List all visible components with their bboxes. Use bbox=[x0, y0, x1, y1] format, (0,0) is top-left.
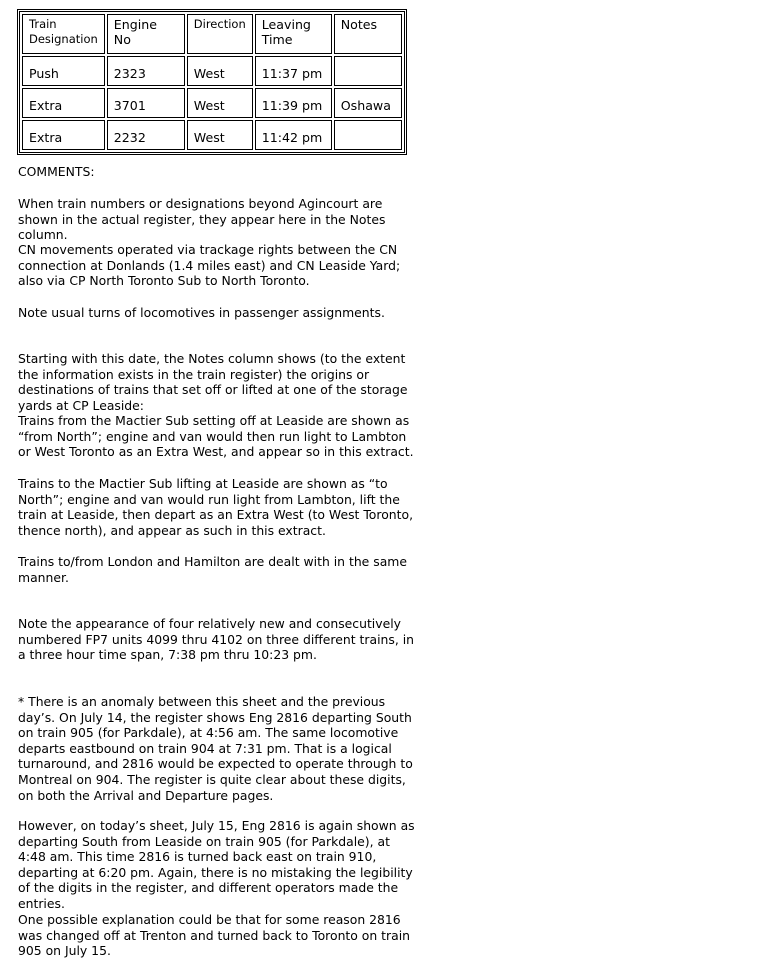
header-notes: Notes bbox=[334, 14, 402, 54]
table-row bbox=[22, 120, 402, 150]
cell-direction: West bbox=[187, 88, 253, 118]
comment-paragraph: CN movements operated via trackage rights between the CN connection at Donlands (1.4 miles east) and CN Leaside Yard; also via CP North Toronto Sub to North Toronto. bbox=[18, 242, 401, 289]
cell-notes bbox=[334, 56, 402, 86]
table-row bbox=[22, 88, 402, 118]
comment-paragraph: Note the appearance of four relatively new and consecutively numbered FP7 units 4099 thru 4102 on three different trains, in a three hour time span, 7:38 pm thru 10:23 pm. bbox=[18, 616, 414, 663]
comment-paragraph: When train numbers or designations beyond Agincourt are shown in the actual register, they appear here in the Notes column. bbox=[18, 196, 386, 243]
comment-paragraph: Note usual turns of locomotives in passenger assignments. bbox=[18, 305, 385, 320]
anomaly-note: * There is an anomaly between this sheet and the previous day’s. On July 14, the register shows Eng 2816 departing South on train 905 (for Parkdale), at 4:56 am. The same locomotive departs eastbound on train 904 at 7:31 pm. That is a logical turnaround, and 2816 would be expected to operate through to Montreal on 904. The register is quite clear about these digits, on both the Arrival and Departure pages. bbox=[18, 694, 413, 803]
header-train-designation: Train Designation bbox=[22, 14, 105, 54]
train-register-table bbox=[17, 9, 407, 155]
table-row bbox=[22, 56, 402, 86]
cell-notes bbox=[334, 120, 402, 150]
comment-paragraph: One possible explanation could be that for some reason 2816 was changed off at Trenton and turned back to Toronto on train 905 on July 15. bbox=[18, 912, 411, 959]
cell-time: 11:37 pm bbox=[255, 56, 332, 86]
cell-designation: Extra bbox=[22, 88, 105, 118]
header-leaving-time: Leaving Time bbox=[255, 14, 332, 54]
cell-notes: Oshawa bbox=[334, 88, 402, 118]
header-engine-no: Engine No bbox=[107, 14, 185, 54]
comment-paragraph: Trains to/from London and Hamilton are dealt with in the same manner. bbox=[18, 554, 407, 585]
cell-designation: Extra bbox=[22, 120, 105, 150]
cell-direction: West bbox=[187, 120, 253, 150]
cell-engine: 2232 bbox=[107, 120, 185, 150]
cell-direction: West bbox=[187, 56, 253, 86]
cell-designation: Push bbox=[22, 56, 105, 86]
cell-engine: 2323 bbox=[107, 56, 185, 86]
comment-paragraph: Starting with this date, the Notes column shows (to the extent the information exists in the train register) the origins or destinations of trains that set off or lifted at one of the storage yards at CP Leaside: bbox=[18, 351, 408, 413]
table-header-row bbox=[22, 14, 402, 54]
comments-heading: COMMENTS: bbox=[18, 164, 95, 179]
comment-paragraph: Trains from the Mactier Sub setting off at Leaside are shown as “from North”; engine and van would then run light to Lambton or West Toronto as an Extra West, and appear so in this extract. bbox=[18, 413, 414, 460]
comment-paragraph: Trains to the Mactier Sub lifting at Leaside are shown as “to North”; engine and van would run light from Lambton, lift the train at Leaside, then depart as an Extra West (to West Toronto, thence north), and appear as such in this extract. bbox=[18, 476, 414, 538]
cell-time: 11:42 pm bbox=[255, 120, 332, 150]
comment-paragraph: However, on today’s sheet, July 15, Eng 2816 is again shown as departing South from Leaside on train 905 (for Parkdale), at 4:48 am. This time 2816 is turned back east on train 910, departing at 6:20 pm. Again, there is no mistaking the legibility of the digits in the register, and different operators made the entries. bbox=[18, 818, 415, 911]
cell-time: 11:39 pm bbox=[255, 88, 332, 118]
cell-engine: 3701 bbox=[107, 88, 185, 118]
header-direction: Direction bbox=[187, 14, 253, 54]
